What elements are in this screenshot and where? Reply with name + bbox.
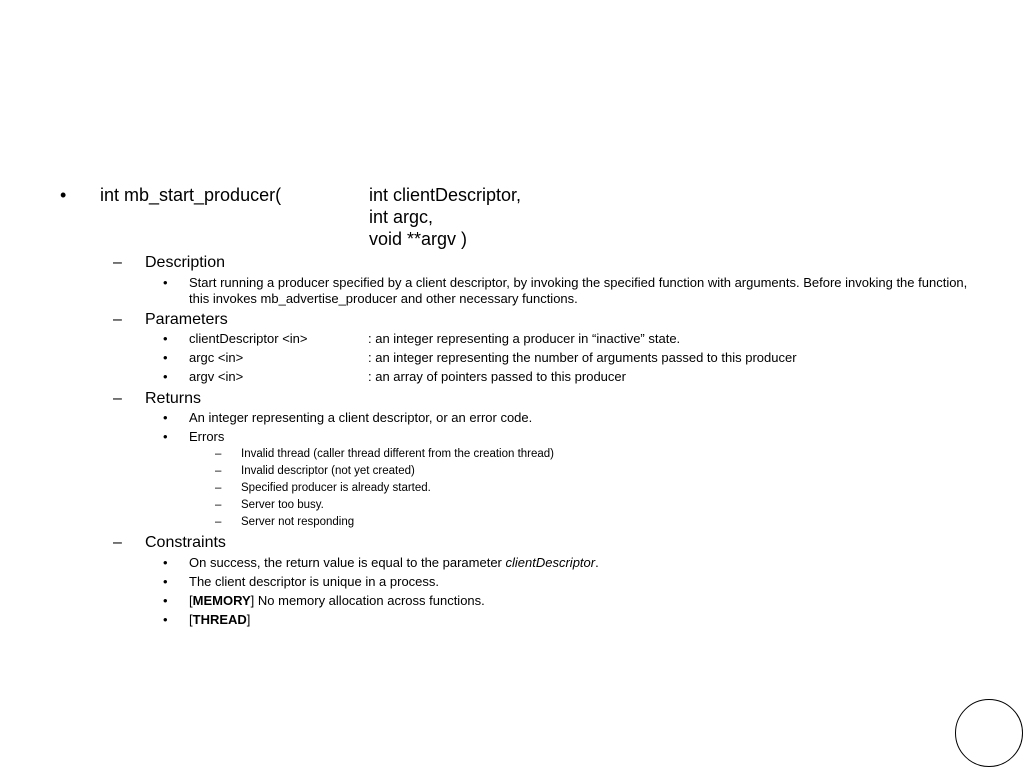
dash-bullet: – [215,499,222,511]
corner-circle [955,699,1023,767]
section-heading-returns: Returns [145,390,202,407]
section-heading-description: Description [145,254,226,271]
bullet: • [163,350,168,365]
error-item: Invalid descriptor (not yet created) [241,465,415,477]
section-heading-parameters: Parameters [145,311,228,328]
signature-param: void **argv ) [369,229,468,249]
error-item: Server too busy. [241,499,324,511]
param-reference: clientDescriptor [505,555,596,570]
returns-item: Errors [189,429,225,444]
param-desc: : an integer representing the number of arguments passed to this producer [368,350,797,365]
section-heading-constraints: Constraints [145,534,226,551]
description-text: Start running a producer specified by a client descriptor, by invoking the specified function with arguments. Before invoking the function, this invokes mb_advertise_producer and other necessary functions. [189,275,968,306]
dash-bullet: – [113,311,122,328]
function-name: int mb_start_producer( [100,185,282,205]
error-item: Specified producer is already started. [241,482,431,494]
bullet: • [163,331,168,346]
constraint-thread: [THREAD] [189,612,251,627]
dash-bullet: – [215,448,222,460]
error-item: Server not responding [241,516,355,528]
dash-bullet: – [215,465,222,477]
dash-bullet: – [113,390,122,407]
constraint-memory: [MEMORY] No memory allocation across functions. [189,593,485,608]
constraint-unique: The client descriptor is unique in a process. [189,574,440,589]
signature-param: int clientDescriptor, [369,185,522,205]
thread-tag: THREAD [192,612,247,627]
dash-bullet: – [215,482,222,494]
param-name: argv <in> [189,369,244,384]
bullet: • [163,612,168,627]
error-item: Invalid thread (caller thread different from the creation thread) [241,448,555,460]
constraint-success: On success, the return value is equal to the parameter clientDescriptor. [189,555,599,570]
bullet: • [163,275,168,290]
signature-param: int argc, [369,207,434,227]
bullet: • [163,574,168,589]
dash-bullet: – [113,534,122,551]
bullet: • [163,410,168,425]
dash-bullet: – [113,254,122,271]
param-name: clientDescriptor <in> [189,331,308,346]
bullet: • [163,593,168,608]
memory-tag: MEMORY [192,593,251,608]
bullet: • [163,369,168,384]
bullet: • [163,555,168,570]
param-desc: : an array of pointers passed to this producer [368,369,626,384]
bullet: • [60,185,67,205]
returns-item: An integer representing a client descriptor, or an error code. [189,410,533,425]
param-name: argc <in> [189,350,244,365]
param-desc: : an integer representing a producer in “inactive” state. [368,331,681,346]
bullet: • [163,429,168,444]
dash-bullet: – [215,516,222,528]
